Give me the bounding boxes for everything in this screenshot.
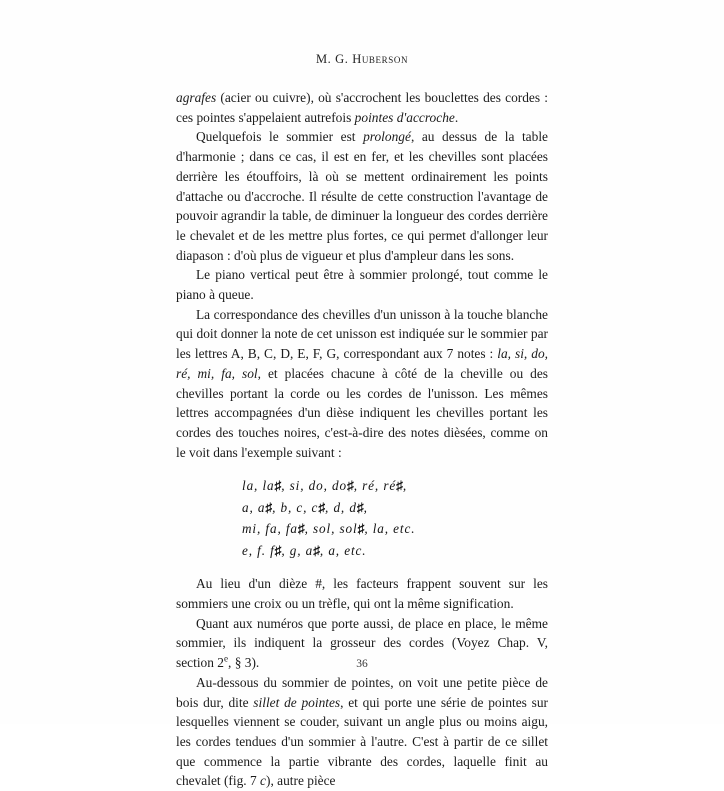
paragraph-quant-aux: Quant aux numéros que porte aussi, de place en place, le même sommier, ils indiquent la grosseur des cordes (Voyez Chap. V, section 2e, § 3). [176, 615, 548, 671]
paragraph-agrafes: agrafes (acier ou cuivre), où s'accrochent les bouclettes des cordes : ces pointes s'appelaient autrefois pointes d'accroche. [176, 90, 548, 125]
notation-line-4: e, f. f♯, g, a♯, a, etc. [242, 542, 367, 558]
sharp-icon: ♯ [357, 521, 365, 537]
paragraph-piano-vertical: Le piano vertical peut être à sommier prolongé, tout comme le piano à queue. [176, 267, 548, 303]
term-sillet-de-pointes: sillet de pointes [253, 694, 341, 710]
paragraph-correspondance: La correspondance des chevilles d'un unisson à la touche blanche qui doit donner la note de cet unisson est indiquée sur le sommier par les lettres A, B, C, D, E, F, G, correspondant aux 7 notes : la, si, do, ré, mi, fa, sol, et placées chacune à côté de la cheville ou des chevilles portant la corde ou les cordes de l'unisson. Les mêmes lettres accompagnées d'un dièse indiquent les chevilles portant les cordes des touches noires, c'est-à-dire des notes dièsées, comme on le voit dans l'exemple suivant : [176, 306, 548, 460]
term-prolonge: prolongé [363, 129, 411, 145]
term-agrafes: agrafes [176, 90, 217, 105]
notation-line-2: a, a♯, b, c, c♯, d, d♯, [242, 499, 368, 515]
sharp-icon: ♯ [265, 499, 273, 515]
sharp-icon: ♯ [274, 478, 282, 494]
notation-line-3: mi, fa, fa♯, sol, sol♯, la, etc. [242, 521, 416, 537]
sharp-icon: ♯ [356, 499, 364, 515]
note-names-list: la, si, do, ré, mi, fa, sol [176, 346, 548, 381]
sharp-icon: ♯ [318, 499, 326, 515]
paragraph-au-lieu: Au lieu d'un dièze #, les facteurs frappent souvent sur les sommiers une croix ou un trèfle, qui ont la même signification. [176, 576, 548, 612]
running-head [0, 52, 724, 67]
notation-example-block [176, 475, 548, 561]
running-head-text: M. G. Huberson [315, 52, 409, 66]
body-text-column [176, 88, 548, 791]
sharp-icon: ♯ [396, 478, 403, 494]
term-pointes-daccroche: pointes d'accroche [354, 109, 455, 125]
sharp-icon: ♯ [347, 478, 354, 494]
paragraph-quelquefois: Quelquefois le sommier est prolongé, au dessus de la table d'harmonie ; dans ce cas, il est en fer, et les chevilles sont placées derrière les étouffoirs, là où se mettent ordinairement les points d'attache ou d'accroche. Il résulte de cette construction l'avantage de pouvoir agrandir la table, de diminuer la longueur des cordes derrière le chevalet et de les mettre plus fortes, ce qui permet d'allonger leur diapason : d'où plus de vigueur et plus d'ampleur dans les sons. [176, 129, 548, 263]
page-number: 36 [356, 658, 368, 670]
sharp-icon: ♯ [297, 521, 305, 537]
notation-line-1: la, la♯, si, do, do♯, ré, ré♯, [242, 478, 408, 494]
sharp-icon: ♯ [313, 542, 320, 558]
ordinal-suffix: e [223, 653, 229, 664]
sharp-icon: ♯ [274, 542, 282, 558]
paragraph-au-dessous: Au-dessous du sommier de pointes, on voit une petite pièce de bois dur, dite sillet de pointes, et qui porte une série de pointes sur lesquelles viennent se couder, suivant un angle plus ou moins aigu, les cordes tendues d'un sommier à l'autre. C'est à partir de ce sillet que commence la partie vibrante des cordes, laquelle finit au chevalet (fig. 7 c), autre pièce [176, 674, 548, 789]
figure-ref-letter: c [260, 773, 266, 789]
